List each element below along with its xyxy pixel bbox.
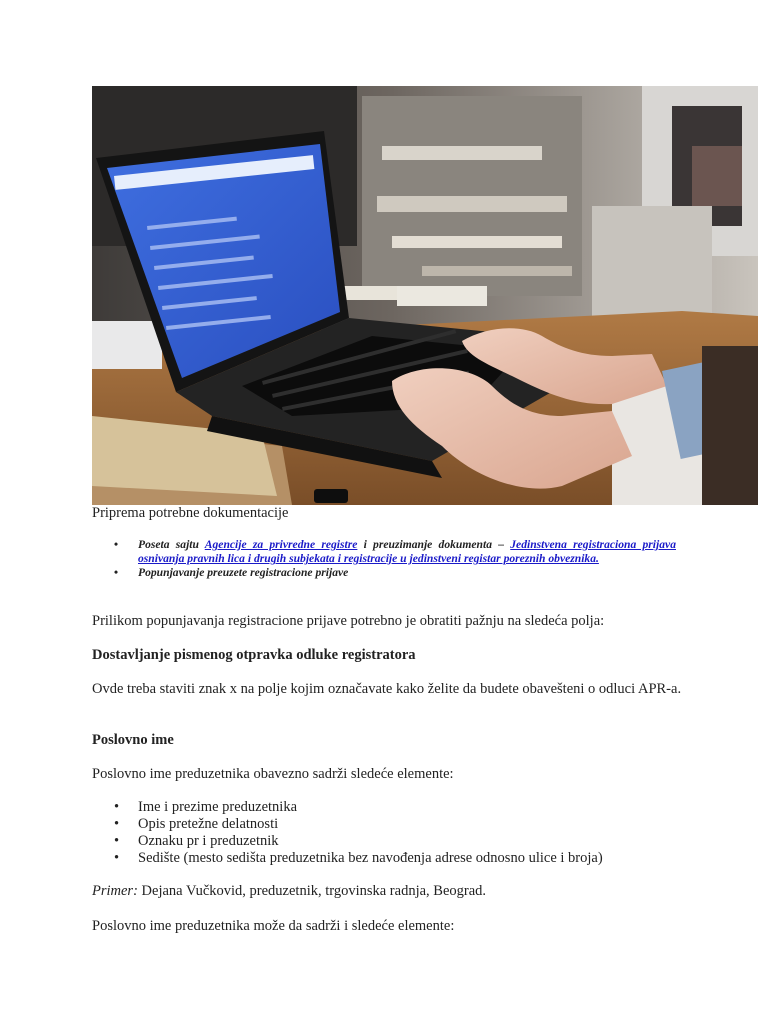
paragraph-poslovno-ime: Poslovno ime preduzetnika obavezno sadrži sledeće elemente:	[92, 766, 454, 782]
example-label: Primer:	[92, 883, 138, 899]
list-item: • Opis pretežne delatnosti	[92, 816, 682, 833]
list-item	[92, 538, 676, 566]
apr-link[interactable]: Agencije za privredne registre	[204, 538, 358, 551]
photo-caption: Priprema potrebne dokumentacije	[92, 505, 289, 521]
step-text: i preuzimanje dokumenta –	[357, 538, 511, 551]
registration-form-link[interactable]: Jedinstvena registraciona prijava osnivanja pravnih lica i drugih subjekata i registracije u jedinstveni registar poreznih obveznika.	[138, 538, 676, 566]
list-item: • Ime i prezime preduzetnika	[92, 799, 682, 816]
step-text: Poseta sajtu	[138, 538, 205, 551]
list-item: • Oznaku pr i preduzetnik	[92, 833, 682, 850]
intro-paragraph: Prilikom popunjavanja registracione prijave potrebno je obratiti pažnju na sledeća polja:	[92, 613, 605, 629]
list-item: • Popunjavanje preuzete registracione prijave	[92, 566, 676, 580]
paragraph-optional-elements: Poslovno ime preduzetnika može da sadrži i sledeće elemente:	[92, 918, 455, 934]
required-elements-list	[92, 799, 682, 867]
list-item: • Sedište (mesto sedišta preduzetnika bez navođenja adrese odnosno ulice i broja)	[92, 850, 682, 867]
example-text: Dejana Vučkovid, preduzetnik, trgovinska radnja, Beograd.	[137, 883, 487, 899]
paragraph-dostavljanje: Ovde treba staviti znak x na polje kojim označavate kako želite da budete obavešteni o odluci APR-a.	[92, 681, 682, 697]
steps-list	[92, 538, 676, 581]
example-line	[92, 883, 682, 900]
heading-poslovno-ime: Poslovno ime	[92, 732, 174, 748]
laptop-photo	[92, 86, 758, 505]
heading-dostavljanje: Dostavljanje pismenog otpravka odluke registratora	[92, 647, 416, 663]
